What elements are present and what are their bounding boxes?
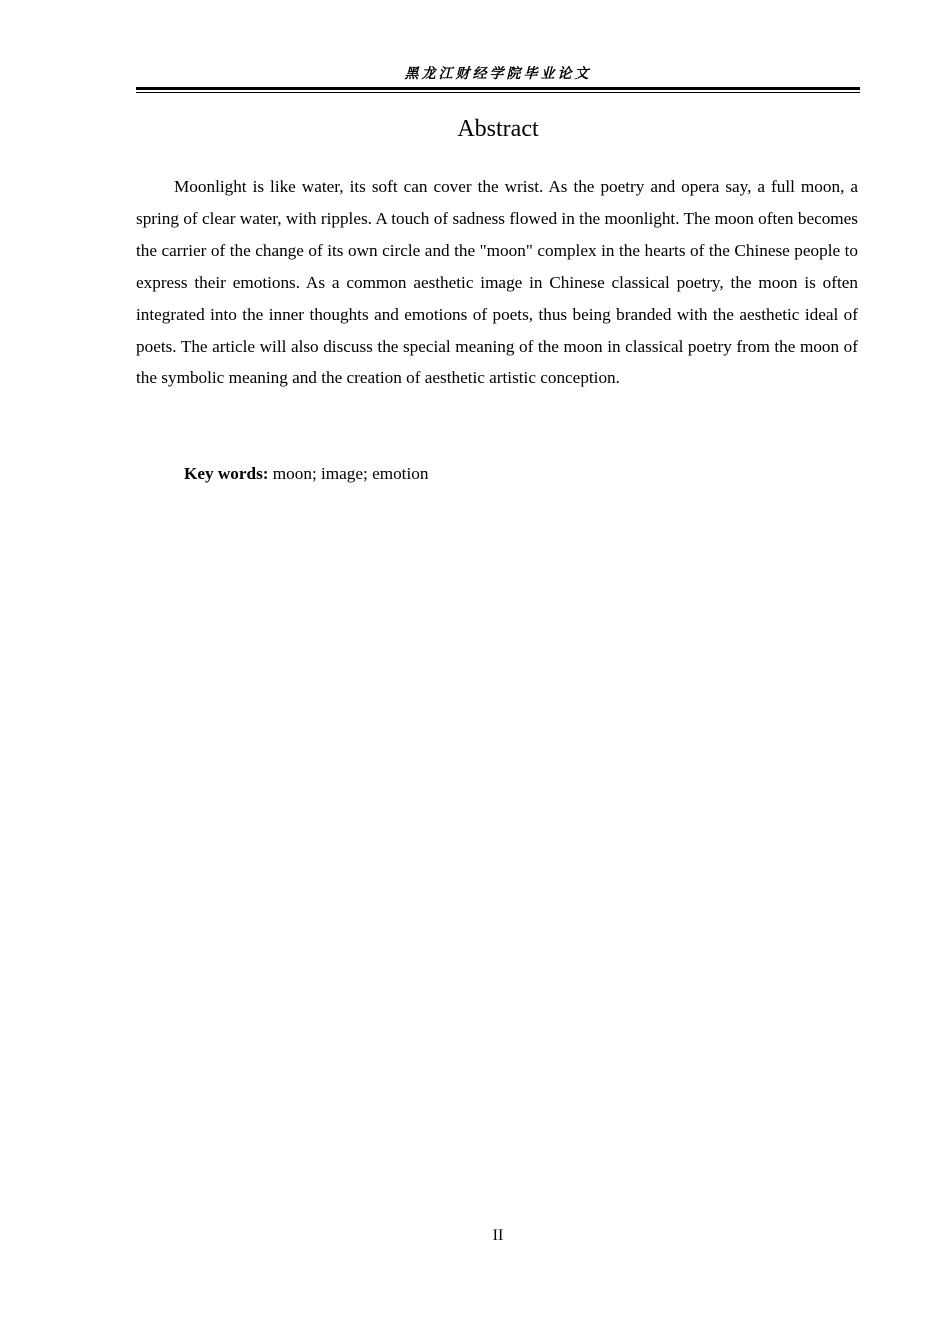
page-number: II xyxy=(492,1227,504,1244)
header-rule-thin xyxy=(136,92,860,93)
abstract-body: Moonlight is like water, its soft can cover the wrist. As the poetry and opera say, a full moon, a spring of clear water, with ripples. A touch of sadness flowed in the moonlight. The moon often becomes the carrier of the change of its own circle and the "moon" complex in the hearts of the Chinese people to express their emotions. As a common aesthetic image in Chinese classical poetry, the moon is often integrated into the inner thoughts and emotions of poets, thus being branded with the aesthetic ideal of poets. The article will also discuss the special meaning of the moon in classical poetry from the moon of the symbolic meaning and the creation of aesthetic artistic conception. xyxy=(136,177,858,388)
keywords-value: moon; image; emotion xyxy=(268,464,429,483)
keywords-line xyxy=(184,458,428,489)
header-rule-thick xyxy=(136,87,860,90)
running-header: 黑龙江财经学院毕业论文 xyxy=(404,66,592,82)
abstract-title: Abstract xyxy=(457,116,539,142)
keywords-label: Key words: xyxy=(184,464,269,483)
